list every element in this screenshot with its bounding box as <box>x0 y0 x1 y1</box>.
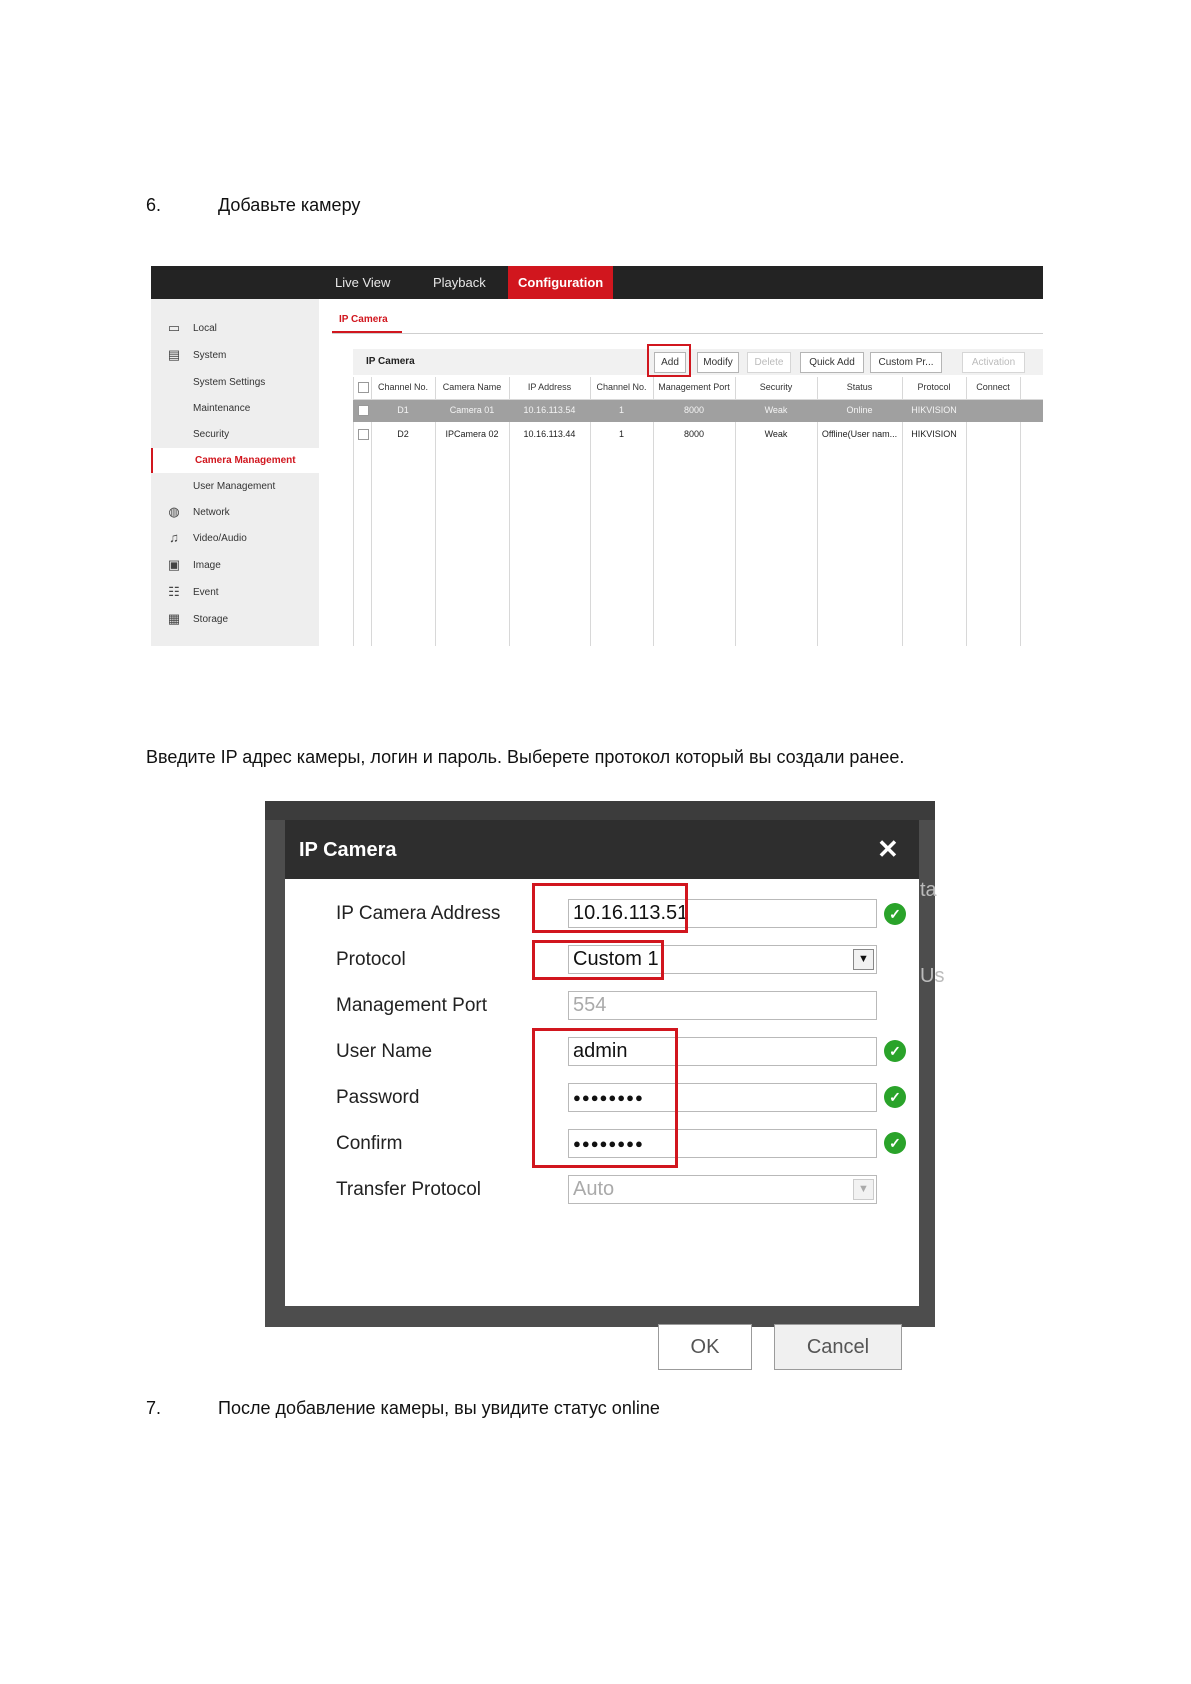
sidebar-item-event[interactable]: ☷ Event <box>168 584 219 599</box>
check-icon: ✓ <box>884 903 906 925</box>
check-icon: ✓ <box>884 1040 906 1062</box>
table-row[interactable]: D2 IPCamera 02 10.16.113.44 1 8000 Weak Offline(User nam... HIKVISION <box>353 424 1043 446</box>
background-table-strip <box>265 801 935 820</box>
column-header: Camera Name <box>442 382 502 392</box>
chevron-down-icon[interactable]: ▼ <box>853 949 874 970</box>
activation-button[interactable]: Activation <box>962 352 1025 373</box>
user-name-input[interactable]: admin <box>568 1037 877 1066</box>
background-fragment: Us <box>920 965 945 987</box>
credentials-highlight <box>532 1028 678 1168</box>
tab-divider <box>332 333 1043 334</box>
custom-protocol-button[interactable]: Custom Pr... <box>870 352 942 373</box>
step-7-number: 7. <box>146 1398 162 1418</box>
step-6-number: 6. <box>146 195 162 215</box>
panel-title: IP Camera <box>366 356 415 367</box>
camera-table <box>353 377 1043 646</box>
table-header <box>353 377 1043 400</box>
dialog-title: IP Camera <box>299 839 397 861</box>
ip-address-input[interactable]: 10.16.113.51 <box>568 899 877 928</box>
protocol-selected-value: Custom 1 <box>573 948 659 970</box>
ok-button[interactable]: OK <box>658 1324 752 1370</box>
column-header: Protocol <box>917 382 951 392</box>
step-7-text: После добавление камеры, вы увидите статус online <box>218 1398 660 1418</box>
sidebar-item-video-audio[interactable]: ♫ Video/Audio <box>151 526 319 551</box>
transfer-protocol-select[interactable] <box>568 1175 877 1204</box>
management-port-input[interactable]: 554 <box>568 991 877 1020</box>
instruction-text: Введите IP адрес камеры, логин и пароль. Выберете протокол который вы создали ранее. <box>146 747 905 767</box>
delete-button[interactable]: Delete <box>747 352 791 373</box>
event-icon: ☷ <box>168 584 180 599</box>
confirm-label: Confirm <box>336 1133 403 1154</box>
sidebar-item-system-settings[interactable]: System Settings <box>193 377 266 388</box>
protocol-label: Protocol <box>336 949 406 970</box>
image-icon: ▣ <box>167 557 181 572</box>
ip-camera-dialog-screenshot <box>265 801 945 1358</box>
check-icon: ✓ <box>884 1086 906 1108</box>
quick-add-button[interactable]: Quick Add <box>800 352 864 373</box>
ip-address-label: IP Camera Address <box>336 903 501 924</box>
password-input[interactable]: ●●●●●●●● <box>568 1083 877 1112</box>
user-name-label: User Name <box>336 1041 433 1062</box>
add-highlight <box>647 344 691 377</box>
sidebar-item-user-management[interactable]: User Management <box>193 481 276 492</box>
nav-playback[interactable]: Playback <box>433 275 486 290</box>
row-checkbox[interactable] <box>358 429 369 440</box>
sidebar-item-image[interactable]: ▣ Image <box>167 557 221 572</box>
monitor-icon: ▭ <box>167 320 181 335</box>
sidebar-item-storage[interactable]: ▦ Storage <box>167 611 229 626</box>
storage-icon: ▦ <box>167 611 181 626</box>
nav-configuration[interactable]: Configuration <box>508 266 613 299</box>
column-header: Management Port <box>658 382 730 392</box>
step-6-text: Добавьте камеру <box>218 195 361 215</box>
column-header: Connect <box>976 382 1010 392</box>
transfer-selected-value: Auto <box>573 1178 615 1200</box>
close-icon[interactable]: ✕ <box>877 834 899 864</box>
sidebar-item-system[interactable]: ▤ System <box>167 347 227 362</box>
column-header: IP Address <box>527 382 572 392</box>
column-header: Status <box>846 382 873 392</box>
column-header: Channel No. <box>596 382 647 392</box>
password-label: Password <box>336 1087 420 1108</box>
sidebar-item-local[interactable]: ▭ Local <box>167 320 217 335</box>
chevron-down-icon[interactable]: ▼ <box>853 1179 874 1200</box>
cancel-button[interactable]: Cancel <box>774 1324 902 1370</box>
sidebar-item-network[interactable]: ◍ Network <box>168 504 230 519</box>
address-highlight <box>532 883 688 933</box>
sidebar-item-camera-management[interactable]: Camera Management <box>151 448 321 473</box>
sidebar-item-maintenance[interactable]: Maintenance <box>193 403 251 414</box>
confirm-password-input[interactable]: ●●●●●●●● <box>568 1129 877 1158</box>
sidebar-item-security[interactable]: Security <box>193 429 230 440</box>
tab-ip-camera[interactable]: IP Camera <box>339 314 388 325</box>
transfer-protocol-label: Transfer Protocol <box>336 1179 482 1200</box>
table-row[interactable]: D1 Camera 01 10.16.113.54 1 8000 Weak Online HIKVISION <box>353 400 1043 422</box>
camera-management-screenshot <box>151 266 1043 646</box>
row-checkbox[interactable] <box>358 405 369 416</box>
add-button[interactable]: Add <box>654 352 686 373</box>
modify-button[interactable]: Modify <box>697 352 739 373</box>
column-header: Channel No. <box>377 382 429 392</box>
management-port-label: Management Port <box>336 995 488 1016</box>
column-header: Security <box>759 382 793 392</box>
background-fragment: ta <box>920 879 937 901</box>
network-icon: ◍ <box>168 504 180 519</box>
select-all-checkbox[interactable] <box>358 382 369 393</box>
protocol-highlight <box>532 940 664 980</box>
video-audio-icon: ♫ <box>169 530 179 545</box>
nav-live-view[interactable]: Live View <box>335 275 391 290</box>
system-icon: ▤ <box>167 347 181 362</box>
check-icon: ✓ <box>884 1132 906 1154</box>
